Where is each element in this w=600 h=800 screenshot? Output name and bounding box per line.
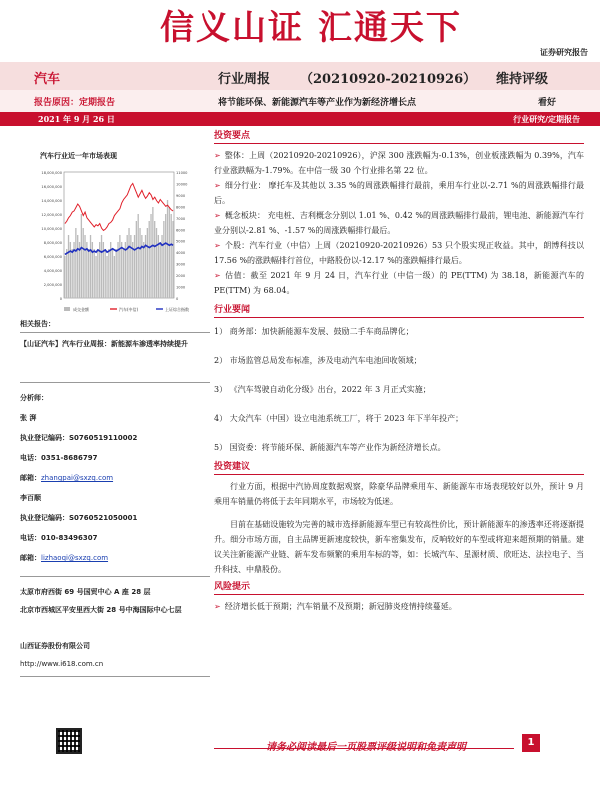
volume-bar — [108, 249, 109, 298]
point-sub-industry: ➢ 细分行业： 摩托车及其他以 3.35 %的周涨跌幅排行最前，乘用车行业以-2.71 %的周涨跌幅排行最后。 — [214, 178, 584, 208]
volume-bar — [75, 228, 76, 298]
left-tick-label: 8,000,000 — [43, 241, 62, 245]
legend-swatch — [64, 307, 70, 311]
left-tick-label: 18,000,000 — [41, 171, 62, 175]
analyst-license: 执业登记编码：S0760519110002 — [20, 434, 138, 442]
volume-bar — [64, 256, 65, 298]
news-item: 5） 国资委：将节能环保、新能源汽车等产业作为新经济增长点。 — [214, 443, 446, 452]
volume-bar — [90, 235, 91, 298]
volume-bar — [136, 221, 137, 298]
news-item: 1） 商务部：加快新能源车发展、鼓励二手车商品牌化； — [214, 327, 414, 336]
left-tick-label: 2,000,000 — [43, 283, 62, 287]
volume-bar — [134, 235, 135, 298]
advice-paragraph: 目前在基础设施较为完善的城市选择新能源车型已有较高性价比，预计新能源车的渗透率还将逐渐提升。细分市场方面，自主品牌更新速度较快，新车密集发布，反响较好的车型或将迎来超预期的销量。建议关注新能源产业链、新车发布频繁的乘用车标的等，如：长城汽车、星源材质、欣旺达、法拉电子、当升科技、中鼎股份。 — [214, 520, 584, 574]
volume-bar — [154, 221, 155, 298]
advice-paragraph: 行业方面，根据中汽协周度数据观察，除豪华品牌乘用车、新能源车市场表现较好以外，预计 9 月乘用车销量仍将低于去年同期水平，市场较为低迷。 — [214, 482, 584, 506]
point-concept: ➢ 概念板块： 充电桩、吉利概念分别以 1.01 %、0.42 %的周涨跌幅排行最前，锂电池、新能源汽车行业分别以-2.81 %、-1.57 %的周涨跌幅排行最后。 — [214, 208, 584, 238]
legend-label: 成交金额 — [73, 307, 89, 312]
volume-bar — [147, 228, 148, 298]
analyst-email-row — [20, 470, 113, 486]
volume-bar — [106, 256, 107, 298]
volume-bar — [94, 249, 95, 298]
right-tick-label: 6000 — [176, 228, 186, 233]
analyst-label: 分析师： — [20, 394, 48, 402]
left-tick-label: 6,000,000 — [43, 255, 62, 259]
related-report-link[interactable]: 【山证汽车】汽车行业周报：新能源车渗透率持续提升 — [20, 340, 188, 348]
title-band — [0, 62, 600, 90]
left-tick-label: 14,000,000 — [41, 199, 62, 203]
date-bar — [0, 112, 600, 126]
analyst-email-link[interactable]: zhangpai@sxzq.com — [41, 474, 114, 482]
tagline: 证券研究报告 — [540, 48, 588, 57]
volume-bar — [68, 235, 69, 298]
news-item: 4） 大众汽车（中国）设立电池系统工厂，将于 2023 年下半年投产； — [214, 414, 464, 423]
left-tick-label: 16,000,000 — [41, 185, 62, 189]
volume-bar — [121, 242, 122, 298]
report-category: 行业研究/定期报告 — [513, 115, 580, 124]
report-headline: 将节能环保、新能源汽车等产业作为新经济增长点 — [218, 98, 417, 108]
volume-bar — [119, 235, 120, 298]
volume-bar — [112, 249, 113, 298]
left-axis-ticks — [41, 171, 62, 301]
chart-legend — [64, 306, 189, 312]
volume-bar — [72, 249, 73, 298]
analyst-name: 李百顺 — [20, 494, 41, 502]
section-title-advice: 投资建议 — [214, 462, 251, 472]
divider — [20, 576, 210, 577]
divider — [214, 143, 584, 144]
volume-bar — [163, 221, 164, 298]
volume-bar — [132, 242, 133, 298]
right-tick-label: 10000 — [176, 182, 188, 187]
right-tick-label: 3000 — [176, 262, 186, 267]
left-tick-label: 10,000,000 — [41, 227, 62, 231]
footer-rule — [214, 748, 514, 749]
risk-text: ➢ 经济增长低于预期；汽车销量不及预期；新冠肺炎疫情持续蔓延。 — [214, 599, 584, 614]
volume-bar — [77, 235, 78, 298]
subtitle-band — [0, 90, 600, 112]
related-title: 相关报告： — [20, 320, 55, 328]
volume-bar — [138, 214, 139, 298]
section-title-news: 行业要闻 — [214, 305, 251, 315]
analyst-name: 张 湃 — [20, 414, 37, 422]
volume-bar — [150, 214, 151, 298]
main-content — [214, 128, 584, 614]
volume-bar — [84, 235, 85, 298]
legend-label: 汽车(中信) — [119, 307, 139, 312]
volume-bar — [167, 200, 168, 298]
volume-bar — [160, 242, 161, 298]
analyst-phone: 电话：010-83496307 — [20, 534, 98, 542]
volume-bar — [169, 207, 170, 298]
volume-bar — [152, 207, 153, 298]
volume-bar — [116, 249, 117, 298]
divider — [20, 332, 210, 333]
right-tick-label: 11000 — [176, 171, 188, 175]
company-name: 山西证券股份有限公司 — [20, 642, 90, 650]
analyst-license: 执业登记编码：S0760521050001 — [20, 514, 138, 522]
brand-logo: 信义山证 汇通天下 — [160, 8, 462, 48]
volume-bar — [83, 228, 84, 298]
right-tick-label: 2000 — [176, 274, 186, 279]
right-tick-label: 5000 — [176, 239, 186, 244]
volume-bar — [172, 221, 173, 298]
report-period: （20210920-20210926） — [300, 72, 477, 87]
volume-bar — [95, 256, 96, 298]
volume-bar — [156, 228, 157, 298]
divider — [20, 382, 210, 383]
volume-bar — [149, 221, 150, 298]
volume-bar — [114, 256, 115, 298]
right-axis-ticks — [176, 171, 188, 301]
point-valuation: ➢ 估值：截至 2021 年 9 月 24 日，汽车行业（中信一级）的 PE(TTM) 为 38.18，新能源汽车的 PE(TTM) 为 68.04。 — [214, 268, 584, 298]
volume-bar — [101, 235, 102, 298]
plot-area — [64, 172, 174, 298]
volume-bar — [81, 214, 82, 298]
left-tick-label: 12,000,000 — [41, 213, 62, 217]
volume-bar — [97, 249, 98, 298]
section-title-risk: 风险提示 — [214, 582, 251, 592]
point-stocks: ➢ 个股：汽车行业（中信）上周（20210920-20210926）53 只个股实现正收益。其中，朗博科技以 17.56 %的涨跌幅排行首位，中路股份以-12.17 %的涨跌幅排行最后。 — [214, 238, 584, 268]
right-tick-label: 4000 — [176, 251, 186, 256]
report-date: 2021 年 9 月 26 日 — [38, 114, 115, 124]
right-tick-label: 8000 — [176, 205, 186, 210]
right-tick-label: 7000 — [176, 216, 186, 221]
volume-bar — [123, 249, 124, 298]
report-reason: 报告原因：定期报告 — [34, 98, 116, 108]
divider — [214, 474, 584, 475]
section-title-points: 投资要点 — [214, 131, 251, 141]
volume-bar — [128, 228, 129, 298]
news-item: 3） 《汽车驾驶自动化分级》出台，2022 年 3 月正式实施； — [214, 385, 431, 394]
volume-bar — [130, 235, 131, 298]
right-tick-label: 9000 — [176, 193, 186, 198]
divider — [20, 676, 210, 677]
market-chart — [20, 168, 210, 328]
legend-label: 上证综合指数 — [165, 307, 189, 312]
sidebar — [20, 128, 210, 768]
volume-bar — [105, 249, 106, 298]
report-type: 行业周报 — [218, 72, 271, 87]
analyst-phone: 电话：0351-8686797 — [20, 454, 98, 462]
right-tick-label: 0 — [176, 297, 179, 301]
volume-bar — [141, 235, 142, 298]
disclaimer-notice — [266, 738, 466, 753]
volume-bar — [143, 242, 144, 298]
company-website[interactable]: http://www.i618.com.cn — [20, 660, 104, 668]
volume-bar — [127, 235, 128, 298]
volume-bar — [66, 249, 67, 298]
left-tick-label: 4,000,000 — [43, 269, 62, 273]
rating-value: 看好 — [538, 98, 557, 108]
chart-title: 汽车行业近一年市场表现 — [40, 152, 117, 160]
divider — [214, 317, 584, 318]
email-label: 邮箱： — [20, 474, 41, 482]
news-item: 2） 市场监管总局发布标准，涉及电动汽车电池回收领域； — [214, 356, 422, 365]
address-beijing: 北京市西城区平安里西大街 28 号中海国际中心七层 — [20, 606, 182, 614]
analyst-email-row — [20, 550, 108, 566]
right-tick-label: 1000 — [176, 285, 186, 290]
page-number: 1 — [522, 734, 540, 752]
email-label: 邮箱： — [20, 554, 41, 562]
analyst-email-link[interactable]: lizhaoqi@sxzq.com — [41, 554, 109, 562]
sector-name: 汽车 — [34, 72, 61, 87]
volume-bar — [171, 214, 172, 298]
left-tick-label: 0 — [59, 297, 62, 301]
volume-bar — [88, 249, 89, 298]
divider — [214, 594, 584, 595]
volume-bar — [165, 214, 166, 298]
rating-label: 维持评级 — [496, 72, 549, 87]
address-taiyuan: 太原市府西街 69 号国贸中心 A 座 28 层 — [20, 588, 151, 596]
volume-bar — [139, 228, 140, 298]
footer — [0, 728, 600, 758]
point-overall: ➢ 整体：上周（20210920-20210926），沪深 300 涨跌幅为-0.13%，创业板涨跌幅为 0.39%，汽车行业涨跌幅为-1.79%。在中信一级 30 个行业排名第 22 位。 — [214, 148, 584, 178]
